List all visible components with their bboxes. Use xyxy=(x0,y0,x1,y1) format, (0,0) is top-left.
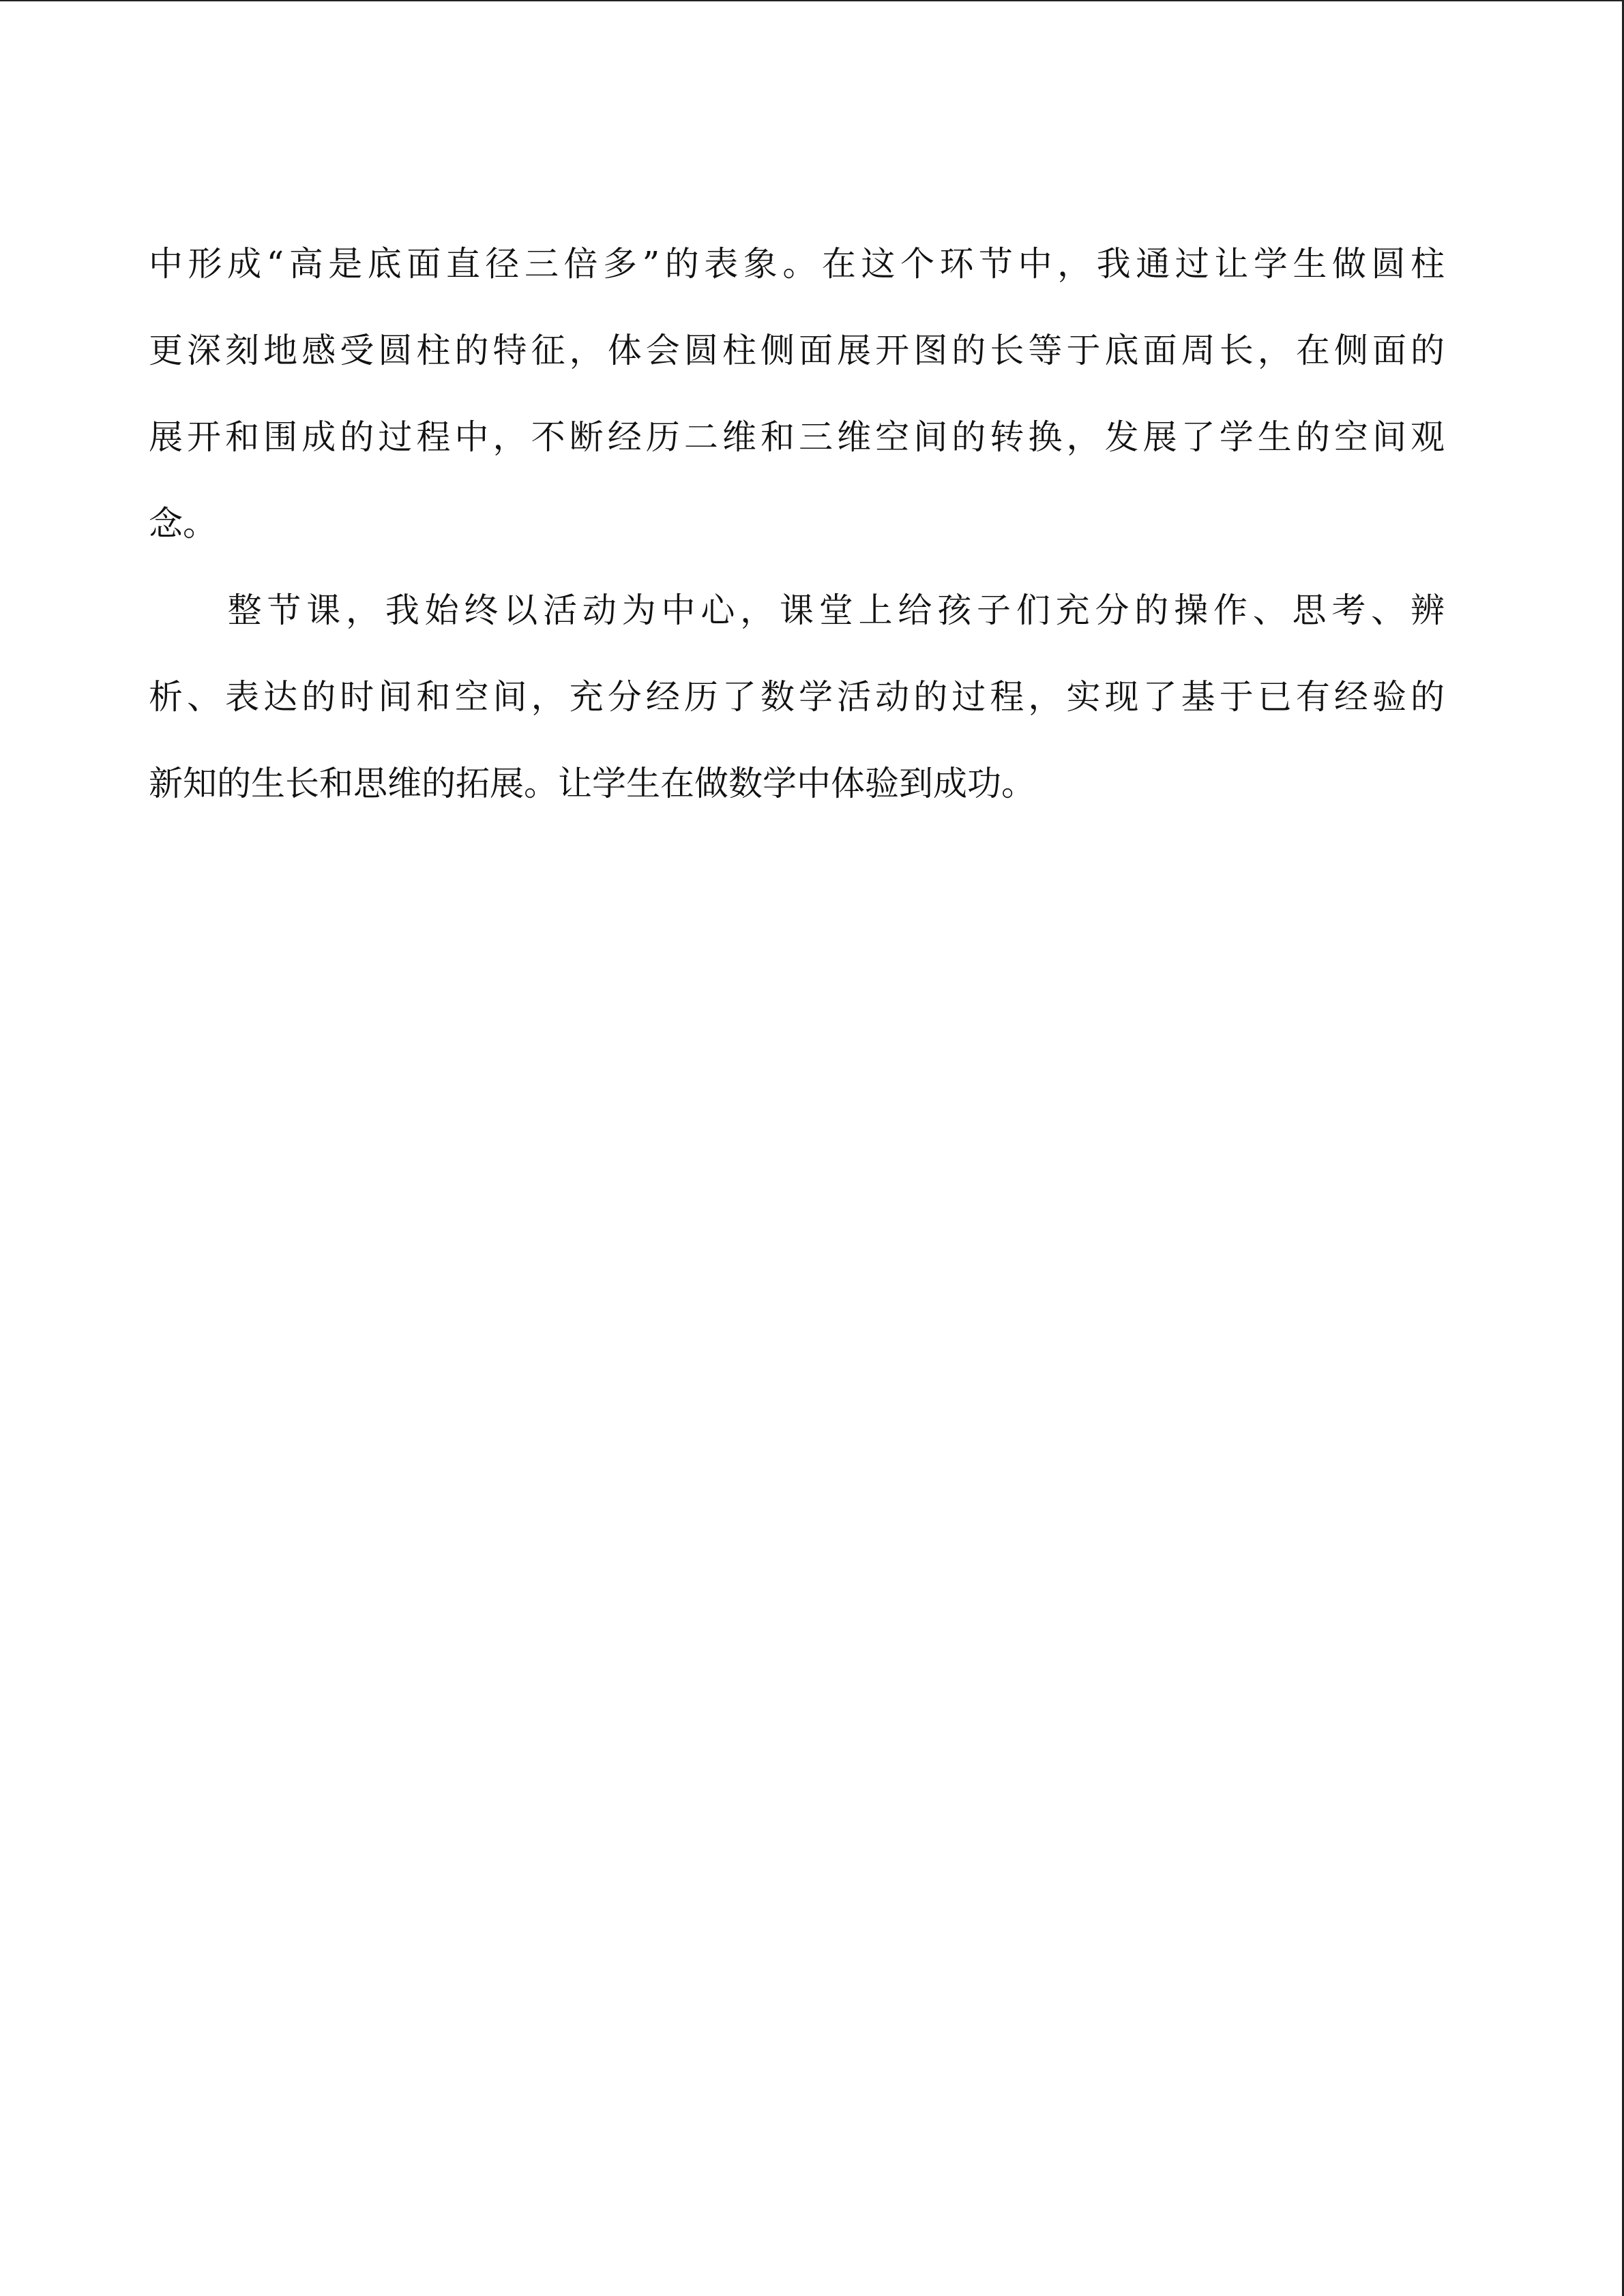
paragraph-line: 整节课，我始终以活动为中心，课堂上给孩子们充分的操作、思考、辨 xyxy=(149,591,1445,630)
paragraph-line: 念。 xyxy=(149,504,217,543)
paragraph-1 xyxy=(149,221,1445,567)
paragraph-line: 更深刻地感受圆柱的特征，体会圆柱侧面展开图的长等于底面周长，在侧面的 xyxy=(149,331,1445,370)
paragraph-2 xyxy=(149,567,1445,827)
paragraph-line: 析、表达的时间和空间，充分经历了数学活动的过程，实现了基于已有经验的 xyxy=(149,677,1445,717)
paragraph-line: 中形成“高是底面直径三倍多”的表象。在这个环节中，我通过让学生做圆柱 xyxy=(149,244,1445,284)
paragraph-line: 展开和围成的过程中，不断经历二维和三维空间的转换，发展了学生的空间观 xyxy=(149,417,1445,457)
paragraph-line: 新知的生长和思维的拓展。让学生在做数学中体验到成功。 xyxy=(149,764,1035,803)
document-body xyxy=(149,221,1445,827)
